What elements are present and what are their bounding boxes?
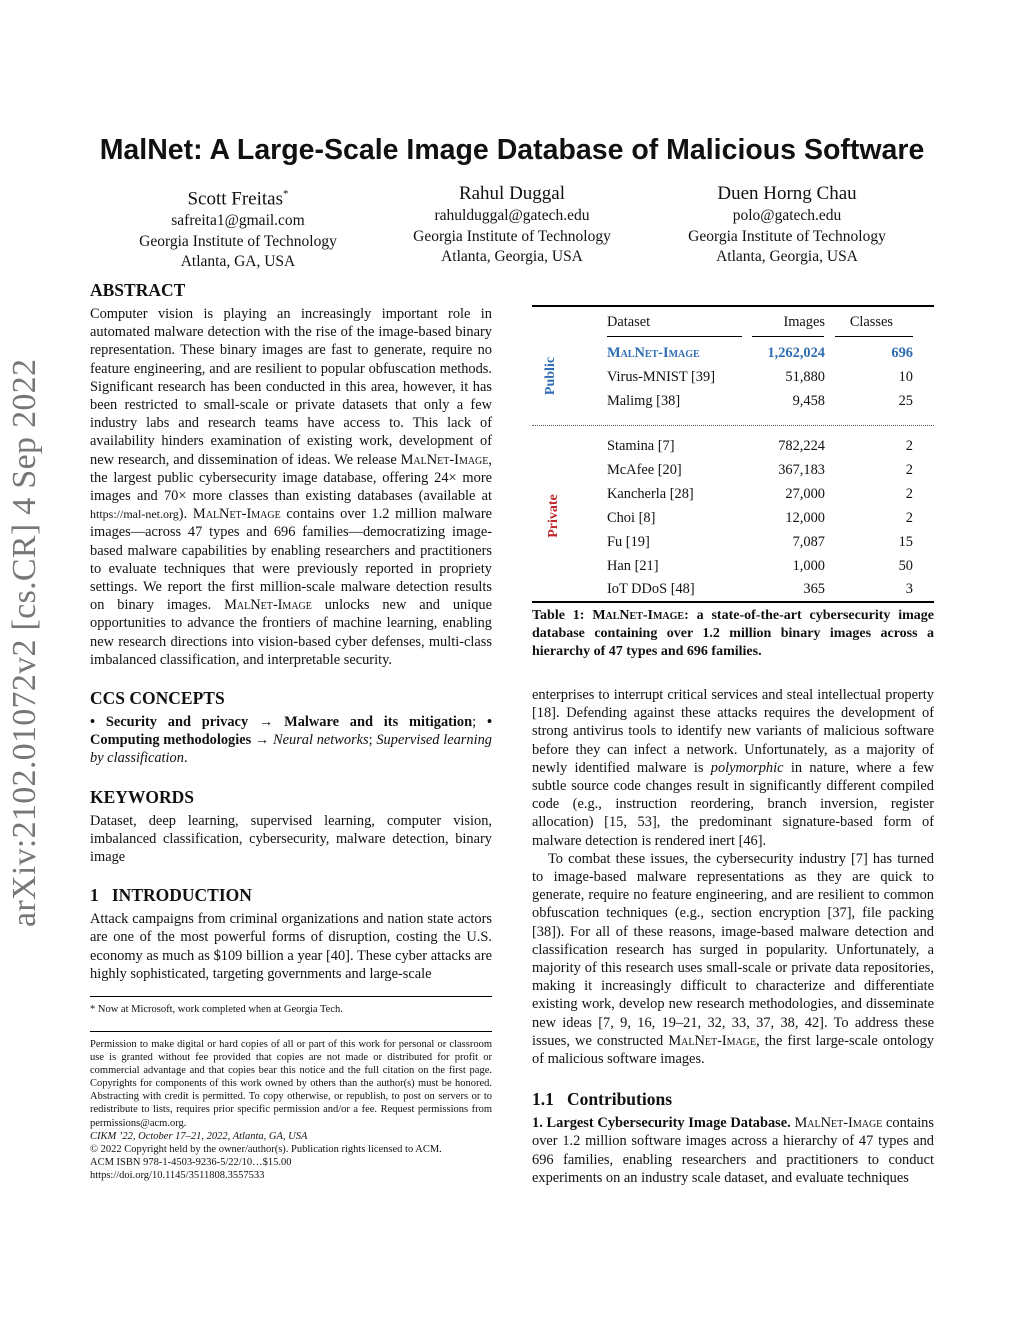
intro-paragraph xyxy=(532,850,934,1068)
cell-images: 12,000 xyxy=(785,510,825,526)
cell-classes: 15 xyxy=(898,534,913,550)
cell-images: 365 xyxy=(803,581,825,597)
doi-link[interactable]: https://doi.org/10.1145/3511808.3557533 xyxy=(90,1169,265,1181)
abstract-text: ). xyxy=(178,506,193,523)
cell-classes: 25 xyxy=(898,393,913,409)
author-email: safreita1@gmail.com xyxy=(171,212,305,230)
dataset-name: MalNet-Image xyxy=(794,1115,883,1132)
cell-images: 1,262,024 xyxy=(767,345,825,361)
cell-dataset: Fu [19] xyxy=(607,534,650,550)
cell-images: 51,880 xyxy=(785,369,825,385)
author-email: polo@gatech.edu xyxy=(732,207,842,224)
ccs-term: • Computing methodologies xyxy=(90,714,492,749)
cell-dataset: Kancherla [28] xyxy=(607,486,694,502)
caption-label: Table 1: xyxy=(532,608,593,623)
contributions-heading: 1.1 Contributions xyxy=(532,1089,673,1110)
ccs-end: . xyxy=(183,750,188,767)
intro-body: Attack campaigns from criminal organizations and nation state actors are one of the most powerful forms of disruption, costing the U.S. economy as much as $109 billion a year [40]. These cyber attacks are highly sophisticated, targeting governments and large-scale xyxy=(90,911,492,982)
author-location: Atlanta, GA, USA xyxy=(180,253,296,271)
dataset-name: MalNet-Image xyxy=(400,451,489,468)
table-row xyxy=(607,345,913,369)
copyright: © 2022 Copyright held by the owner/author(s). Publication rights licensed to ACM. xyxy=(90,1143,442,1155)
keywords-heading: KEYWORDS xyxy=(90,786,195,807)
table-row xyxy=(607,558,913,582)
author-1 xyxy=(88,182,388,273)
table-header-rule xyxy=(835,336,913,337)
cell-dataset: McAfee [20] xyxy=(607,462,682,478)
table-header-rule xyxy=(752,336,824,337)
footnote: * Now at Microsoft, work completed when at Georgia Tech. xyxy=(90,1004,343,1015)
cell-dataset: IoT DDoS [48] xyxy=(607,581,695,597)
abstract-body xyxy=(90,305,492,669)
ccs-subterm: Neural networks xyxy=(273,732,369,749)
ccs-subterm: Supervised learning by classification xyxy=(90,732,492,767)
abstract-heading: ABSTRACT xyxy=(90,280,186,300)
permission-block xyxy=(90,1038,492,1182)
abstract-text: contains over 1.2 million malware images—across 47 types and 696 families—democratizing image-based malware capabilities by enabling researchers and practitioners to evaluate techniques that were previously reported in propriety settings. We report the first million-scale malware detection results on binary images. xyxy=(90,506,492,614)
cell-dataset: Stamina [7] xyxy=(607,438,675,454)
contribution-paragraph xyxy=(532,1114,934,1187)
isbn: ACM ISBN 978-1-4503-9236-5/22/10…$15.00 xyxy=(90,1156,292,1168)
abstract-text: Computer vision is playing an increasingly important role in automated malware detection with the rise of the image-based binary representation. These binary images are fast to generate, require no feature engineering, and are resilient to popular obfuscation methods. Significant research has been conducted in this area, however, it has been restricted to small-scale or private datasets that only a few industry labs and research teams have access to. This lack of availability hinders examination of existing work, development of new research, and dissemination of ideas. We release xyxy=(90,306,492,468)
table-header-dataset: Dataset xyxy=(607,314,651,330)
cell-dataset: Virus-MNIST [39] xyxy=(607,369,715,385)
cell-classes: 2 xyxy=(905,486,913,502)
table-row xyxy=(607,438,913,462)
table-header-rule xyxy=(607,336,742,337)
cell-images: 782,224 xyxy=(778,438,825,454)
cell-images: 7,087 xyxy=(792,534,825,550)
paragraph-text: in nature, where a few subtle source code changes result in significantly different compiled code (e.g., instruction reordering, branch inversion, register allocation) [15, 53], the predominant signature-based form of malware detection is rendered inert [46]. xyxy=(532,759,935,849)
contribution-title: 1. Largest Cybersecurity Image Database. xyxy=(532,1115,791,1132)
table-row xyxy=(607,393,913,417)
intro-paragraph xyxy=(532,686,934,850)
permission-text: Permission to make digital or hard copies of all or part of this work for personal or classroom use is granted without fee provided that copies are not made or distributed for profit or commercial advantage and that copies bear this notice and the full citation on the first page. Copyrights for components of this work owned by others than the author(s) must be honored. Abstracting with credit is permitted. To copy otherwise, or republish, to post on servers or to redistribute to lists, requires prior specific permission and/or a fee. Request permissions from permissions@acm.org. xyxy=(90,1039,492,1129)
cell-images: 1,000 xyxy=(792,558,825,574)
permission-rule xyxy=(90,1031,492,1032)
table-bottom-rule xyxy=(532,601,934,603)
author-3 xyxy=(637,182,937,268)
ccs-term: • Security and privacy xyxy=(90,714,249,731)
table-header-images: Images xyxy=(783,314,825,330)
caption-text: : a state-of-the-art cybersecurity image database containing over 1.2 million binary images across a hierarchy of 47 types and 696 families. xyxy=(532,608,934,659)
author-email: rahulduggal@gatech.edu xyxy=(434,207,590,224)
conference-info: CIKM ’22, October 17–21, 2022, Atlanta, GA, USA xyxy=(90,1130,308,1142)
author-location: Atlanta, Georgia, USA xyxy=(716,248,858,265)
cell-classes: 50 xyxy=(898,558,913,574)
keywords-body: Dataset, deep learning, supervised learning, computer vision, imbalanced classification, cybersecurity, malware detection, binary image xyxy=(90,812,492,866)
cell-images: 27,000 xyxy=(785,486,825,502)
cell-dataset: MalNet-Image xyxy=(607,345,700,361)
paragraph-text: contains over 1.2 million software images across a hierarchy of 47 types and 696 families, enabling researchers and practitioners to conduct experiments on an industry scale dataset, and evaluate techniques xyxy=(532,1115,934,1186)
author-2 xyxy=(362,182,662,268)
cell-dataset: Malimg [38] xyxy=(607,393,681,409)
author-location: Atlanta, Georgia, USA xyxy=(441,248,583,265)
cell-classes: 3 xyxy=(905,581,913,597)
dataset-name: MalNet-Image xyxy=(192,506,281,523)
right-column xyxy=(532,686,934,1187)
cell-classes: 2 xyxy=(905,462,913,478)
cell-classes: 696 xyxy=(891,345,913,361)
dataset-name: MalNet-Image xyxy=(224,597,312,614)
ccs-heading: CCS CONCEPTS xyxy=(90,688,225,709)
author-mark: * xyxy=(283,188,289,200)
ccs-arrow: → xyxy=(251,732,274,749)
dataset-url[interactable]: https://mal-net.org xyxy=(90,507,179,522)
cell-dataset: Han [21] xyxy=(607,558,659,574)
table-top-rule xyxy=(532,305,934,307)
ccs-separator: ; xyxy=(368,732,377,749)
paragraph-text: enterprises to interrupt critical services and steal intellectual property [18]. Defending against these attacks requires the development of strong antivirus tools to identify new variants of malicious software before they can infect a network. Unfortunately, as a majority of newly identified malware is xyxy=(532,687,934,776)
cell-classes: 2 xyxy=(905,510,913,526)
ccs-body xyxy=(90,713,492,768)
intro-heading: 1 INTRODUCTION xyxy=(90,885,252,906)
dataset-name: MalNet-Image xyxy=(592,608,685,623)
table-caption xyxy=(532,607,934,661)
paragraph-text: To combat these issues, the cybersecurity industry [7] has turned to image-based malware representations as they are quick to generate, require no feature engineering, and are resilient to common obfuscation techniques (e.g., section encryption [37], file packing [38]). For all of these reasons, image-based malware detection and classification research has surged in popularity. Unfortunately, a majority of this research uses small-scale or private data repositories, making it increasingly difficult to characterize and differentiate existing work, develop new research methodologies, and disseminate new ideas [7, 9, 16, 19–21, 32, 33, 37, 38, 42]. To address these issues, we constructed xyxy=(532,850,934,1049)
cell-images: 9,458 xyxy=(792,393,825,409)
abstract-text: unlocks new and unique opportunities to advance the frontiers of machine learning, enabling new research directions into vision-based cyber defenses, multi-class imbalanced classification, and interpretable security. xyxy=(90,597,493,668)
paper-title: MalNet: A Large-Scale Image Database of Malicious Software xyxy=(99,134,925,166)
author-affiliation: Georgia Institute of Technology xyxy=(139,232,337,250)
table-row xyxy=(607,534,913,558)
cell-dataset: Choi [8] xyxy=(607,510,656,526)
table-section-divider xyxy=(532,425,934,426)
abstract-text: , the largest public cybersecurity image database, offering 24× more images and 70× more classes than existing databases (available at xyxy=(90,451,492,505)
cell-classes: 2 xyxy=(905,438,913,454)
author-name: Rahul Duggal xyxy=(458,183,566,204)
left-column xyxy=(90,279,492,983)
table-row xyxy=(607,462,913,486)
table-row xyxy=(607,486,913,510)
arxiv-identifier: arXiv:2102.01072v2 [cs.CR] 4 Sep 2022 xyxy=(6,358,43,927)
table-header-classes: Classes xyxy=(849,314,893,330)
table-row xyxy=(607,369,913,393)
author-name: Duen Horng Chau xyxy=(717,183,857,204)
author-affiliation: Georgia Institute of Technology xyxy=(688,227,886,245)
footnote-rule xyxy=(90,996,492,997)
cell-classes: 10 xyxy=(898,369,913,385)
ccs-arrow: → xyxy=(248,714,285,731)
dataset-name: MalNet-Image xyxy=(668,1032,757,1049)
private-label: Private xyxy=(545,494,561,538)
paragraph-text: , the first large-scale ontology of malicious software images. xyxy=(532,1032,934,1068)
public-label: Public xyxy=(543,356,559,396)
author-affiliation: Georgia Institute of Technology xyxy=(413,227,611,245)
table-header-row xyxy=(607,314,913,338)
ccs-separator: ; xyxy=(472,714,487,731)
author-name: Scott Freitas xyxy=(187,188,284,210)
emphasis: polymorphic xyxy=(710,759,784,776)
ccs-term: Malware and its mitigation xyxy=(284,714,473,731)
cell-images: 367,183 xyxy=(778,462,825,478)
table-row xyxy=(607,510,913,534)
